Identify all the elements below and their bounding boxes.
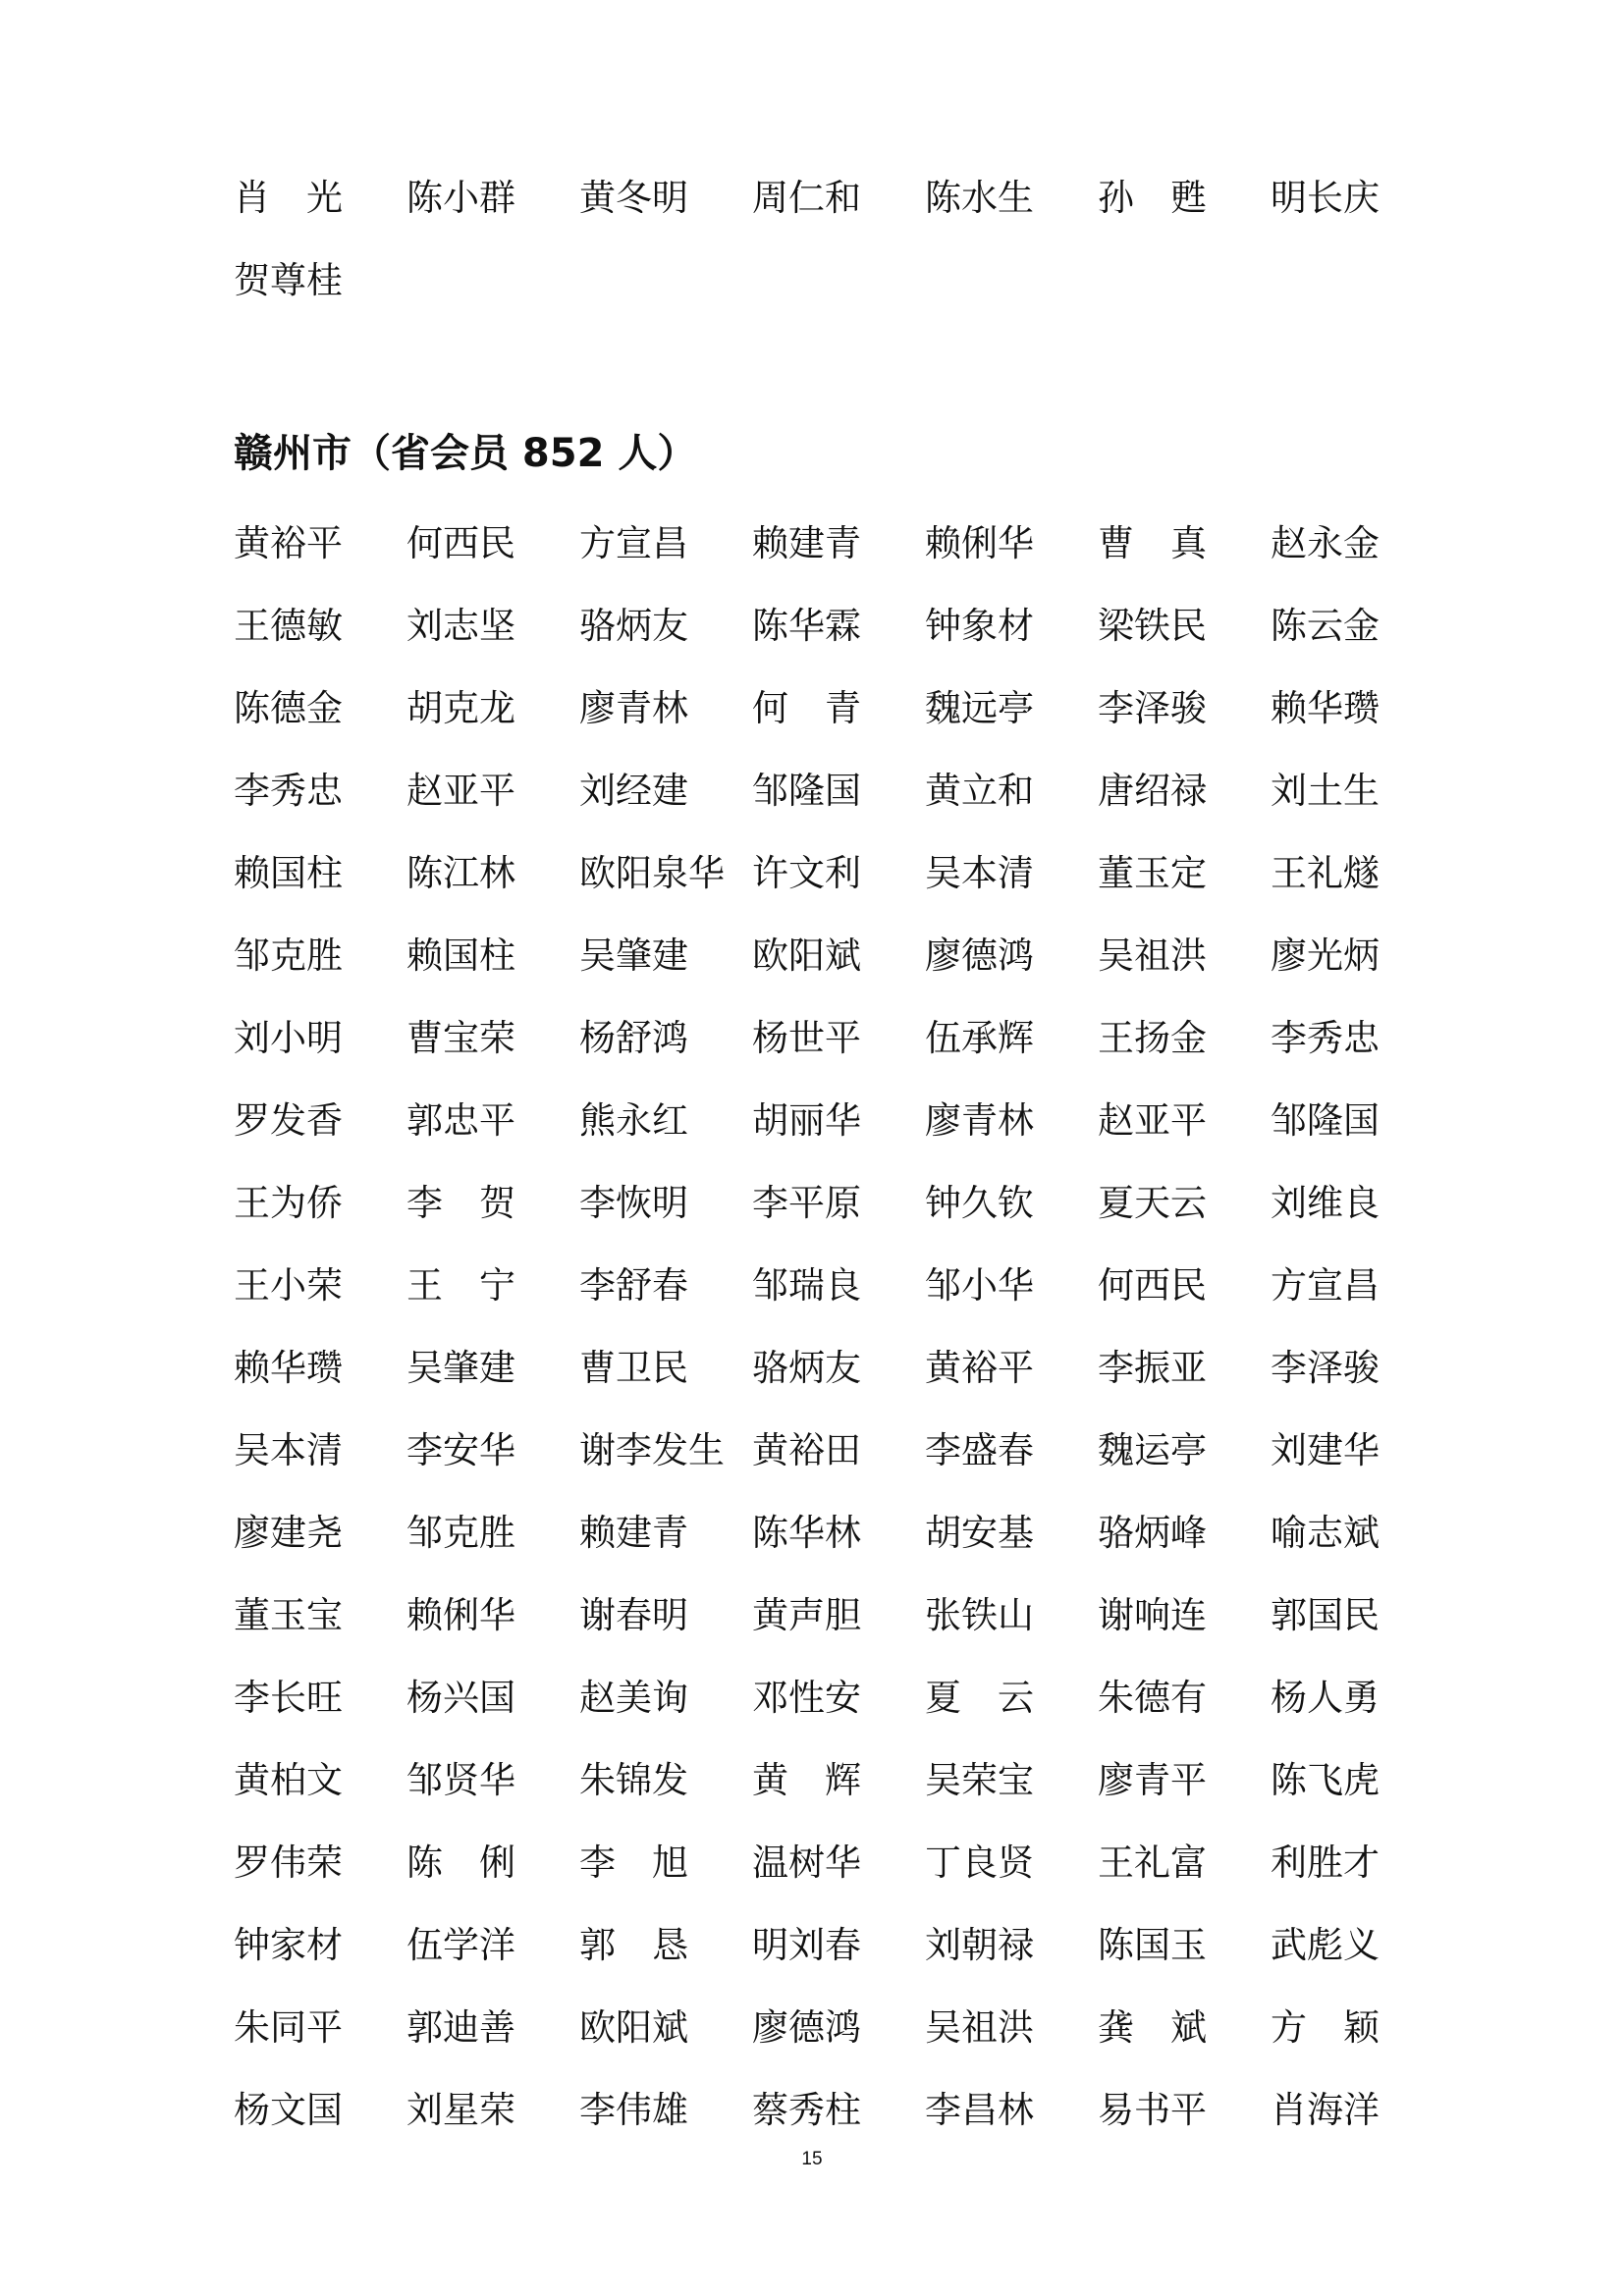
person-name: 谢李发生 xyxy=(579,1429,725,1471)
person-name: 李安华 xyxy=(406,1429,515,1471)
person-name: 罗伟荣 xyxy=(234,1842,343,1884)
person-name: 黄裕平 xyxy=(925,1347,1034,1389)
person-name: 郭迪善 xyxy=(406,2006,515,2049)
person-name: 赖俐华 xyxy=(925,522,1034,564)
person-name: 刘志坚 xyxy=(406,605,515,647)
name-list-top xyxy=(234,157,1392,322)
person-name: 刘小明 xyxy=(234,1017,343,1059)
person-name: 刘经建 xyxy=(579,770,688,812)
person-name: 朱锦发 xyxy=(579,1759,688,1801)
person-name: 黄裕平 xyxy=(234,522,343,564)
name-row xyxy=(234,1080,1392,1162)
person-name: 方 颖 xyxy=(1271,2006,1380,2049)
name-row xyxy=(234,503,1392,585)
name-row xyxy=(234,2069,1392,2152)
person-name: 明长庆 xyxy=(1271,177,1380,219)
person-name: 王为侨 xyxy=(234,1182,343,1224)
name-row xyxy=(234,750,1392,832)
person-name: 廖青平 xyxy=(1098,1759,1207,1801)
person-name: 明刘春 xyxy=(752,1924,861,1966)
person-name: 吴祖洪 xyxy=(1098,934,1207,977)
person-name: 廖青林 xyxy=(925,1099,1034,1142)
person-name: 黄柏文 xyxy=(234,1759,343,1801)
person-name: 李秀忠 xyxy=(1271,1017,1380,1059)
name-row xyxy=(234,585,1392,667)
person-name: 杨兴国 xyxy=(406,1677,515,1719)
person-name: 刘维良 xyxy=(1271,1182,1380,1224)
person-name: 钟象材 xyxy=(925,605,1034,647)
person-name: 黄冬明 xyxy=(579,177,688,219)
person-name: 易书平 xyxy=(1098,2089,1207,2131)
person-name: 李昌林 xyxy=(925,2089,1034,2131)
person-name: 刘土生 xyxy=(1271,770,1380,812)
person-name: 邹隆国 xyxy=(1271,1099,1380,1142)
person-name: 何西民 xyxy=(406,522,515,564)
person-name: 王德敏 xyxy=(234,605,343,647)
person-name: 李振亚 xyxy=(1098,1347,1207,1389)
person-name: 廖德鸿 xyxy=(925,934,1034,977)
person-name: 胡丽华 xyxy=(752,1099,861,1142)
person-name: 李伟雄 xyxy=(579,2089,688,2131)
person-name: 吴本清 xyxy=(925,852,1034,894)
person-name: 郭忠平 xyxy=(406,1099,515,1142)
name-row xyxy=(234,1245,1392,1327)
person-name: 伍学洋 xyxy=(406,1924,515,1966)
person-name: 肖海洋 xyxy=(1271,2089,1380,2131)
person-name: 赖华瓒 xyxy=(1271,687,1380,729)
person-name: 刘朝禄 xyxy=(925,1924,1034,1966)
person-name: 黄裕田 xyxy=(752,1429,861,1471)
person-name: 骆炳友 xyxy=(752,1347,861,1389)
person-name: 郭 恳 xyxy=(579,1924,688,1966)
person-name: 陈国玉 xyxy=(1098,1924,1207,1966)
person-name: 王礼燧 xyxy=(1271,852,1380,894)
person-name: 邹克胜 xyxy=(406,1512,515,1554)
person-name: 王 宁 xyxy=(406,1264,515,1307)
person-name: 杨舒鸿 xyxy=(579,1017,688,1059)
person-name: 胡安基 xyxy=(925,1512,1034,1554)
person-name: 李舒春 xyxy=(579,1264,688,1307)
person-name: 谢春明 xyxy=(579,1594,688,1636)
person-name: 丁良贤 xyxy=(925,1842,1034,1884)
person-name: 陈飞虎 xyxy=(1271,1759,1380,1801)
name-row xyxy=(234,1987,1392,2069)
name-row xyxy=(234,1657,1392,1739)
person-name: 廖青林 xyxy=(579,687,688,729)
person-name: 曹 真 xyxy=(1098,522,1207,564)
person-name: 刘星荣 xyxy=(406,2089,515,2131)
person-name: 梁铁民 xyxy=(1098,605,1207,647)
person-name: 吴肇建 xyxy=(406,1347,515,1389)
person-name: 杨人勇 xyxy=(1271,1677,1380,1719)
name-row xyxy=(234,1739,1392,1822)
person-name: 赖建青 xyxy=(752,522,861,564)
person-name: 张铁山 xyxy=(925,1594,1034,1636)
person-name: 周仁和 xyxy=(752,177,861,219)
person-name: 赖俐华 xyxy=(406,1594,515,1636)
section-heading: 赣州市（省会员 852 人） xyxy=(234,431,697,476)
person-name: 罗发香 xyxy=(234,1099,343,1142)
person-name: 欧阳斌 xyxy=(579,2006,688,2049)
name-row xyxy=(234,1162,1392,1245)
person-name: 邓性安 xyxy=(752,1677,861,1719)
person-name: 吴肇建 xyxy=(579,934,688,977)
name-row xyxy=(234,157,1392,240)
name-row xyxy=(234,997,1392,1080)
person-name: 李 贺 xyxy=(406,1182,515,1224)
person-name: 赵亚平 xyxy=(1098,1099,1207,1142)
person-name: 方宣昌 xyxy=(579,522,688,564)
person-name: 陈华霖 xyxy=(752,605,861,647)
name-row xyxy=(234,832,1392,915)
person-name: 王礼富 xyxy=(1098,1842,1207,1884)
person-name: 武彪义 xyxy=(1271,1924,1380,1966)
person-name: 孙 甦 xyxy=(1098,177,1207,219)
person-name: 陈江林 xyxy=(406,852,515,894)
person-name: 肖 光 xyxy=(234,177,343,219)
person-name: 黄声胆 xyxy=(752,1594,861,1636)
person-name: 邹隆国 xyxy=(752,770,861,812)
person-name: 邹贤华 xyxy=(406,1759,515,1801)
person-name: 方宣昌 xyxy=(1271,1264,1380,1307)
person-name: 赖华瓒 xyxy=(234,1347,343,1389)
person-name: 何西民 xyxy=(1098,1264,1207,1307)
name-row xyxy=(234,240,1392,322)
person-name: 喻志斌 xyxy=(1271,1512,1380,1554)
person-name: 谢响连 xyxy=(1098,1594,1207,1636)
person-name: 李盛春 xyxy=(925,1429,1034,1471)
name-row xyxy=(234,1327,1392,1410)
person-name: 董玉定 xyxy=(1098,852,1207,894)
person-name: 吴祖洪 xyxy=(925,2006,1034,2049)
name-row xyxy=(234,915,1392,997)
person-name: 夏 云 xyxy=(925,1677,1034,1719)
person-name: 邹瑞良 xyxy=(752,1264,861,1307)
person-name: 曹宝荣 xyxy=(406,1017,515,1059)
name-row xyxy=(234,1904,1392,1987)
person-name: 刘建华 xyxy=(1271,1429,1380,1471)
person-name: 李恢明 xyxy=(579,1182,688,1224)
name-row xyxy=(234,1575,1392,1657)
person-name: 许文利 xyxy=(752,852,861,894)
person-name: 王扬金 xyxy=(1098,1017,1207,1059)
person-name: 李秀忠 xyxy=(234,770,343,812)
person-name: 朱同平 xyxy=(234,2006,343,2049)
person-name: 李 旭 xyxy=(579,1842,688,1884)
person-name: 王小荣 xyxy=(234,1264,343,1307)
person-name: 熊永红 xyxy=(579,1099,688,1142)
person-name: 欧阳泉华 xyxy=(579,852,725,894)
name-list-ganzhou xyxy=(234,503,1392,2152)
name-row xyxy=(234,1822,1392,1904)
person-name: 廖光炳 xyxy=(1271,934,1380,977)
person-name: 廖建尧 xyxy=(234,1512,343,1554)
name-row xyxy=(234,1492,1392,1575)
person-name: 赖建青 xyxy=(579,1512,688,1554)
person-name: 唐绍禄 xyxy=(1098,770,1207,812)
person-name: 蔡秀柱 xyxy=(752,2089,861,2131)
name-row xyxy=(234,667,1392,750)
person-name: 利胜才 xyxy=(1271,1842,1380,1884)
person-name: 郭国民 xyxy=(1271,1594,1380,1636)
name-row xyxy=(234,1410,1392,1492)
person-name: 陈云金 xyxy=(1271,605,1380,647)
person-name: 陈小群 xyxy=(406,177,515,219)
person-name: 夏天云 xyxy=(1098,1182,1207,1224)
person-name: 伍承辉 xyxy=(925,1017,1034,1059)
person-name: 钟家材 xyxy=(234,1924,343,1966)
person-name: 钟久钦 xyxy=(925,1182,1034,1224)
person-name: 李长旺 xyxy=(234,1677,343,1719)
person-name: 欧阳斌 xyxy=(752,934,861,977)
person-name: 杨文国 xyxy=(234,2089,343,2131)
page-number: 15 xyxy=(801,2149,823,2169)
person-name: 何 青 xyxy=(752,687,861,729)
person-name: 骆炳友 xyxy=(579,605,688,647)
person-name: 廖德鸿 xyxy=(752,2006,861,2049)
person-name: 赵亚平 xyxy=(406,770,515,812)
person-name: 邹克胜 xyxy=(234,934,343,977)
person-name: 骆炳峰 xyxy=(1098,1512,1207,1554)
person-name: 吴本清 xyxy=(234,1429,343,1471)
person-name: 董玉宝 xyxy=(234,1594,343,1636)
person-name: 黄立和 xyxy=(925,770,1034,812)
person-name: 陈德金 xyxy=(234,687,343,729)
person-name: 邹小华 xyxy=(925,1264,1034,1307)
person-name: 曹卫民 xyxy=(579,1347,688,1389)
person-name: 吴荣宝 xyxy=(925,1759,1034,1801)
person-name: 陈 俐 xyxy=(406,1842,515,1884)
person-name: 龚 斌 xyxy=(1098,2006,1207,2049)
person-name: 李泽骏 xyxy=(1098,687,1207,729)
person-name: 赵美询 xyxy=(579,1677,688,1719)
person-name: 魏远亭 xyxy=(925,687,1034,729)
person-name: 赖国柱 xyxy=(234,852,343,894)
person-name: 黄 辉 xyxy=(752,1759,861,1801)
person-name: 赵永金 xyxy=(1271,522,1380,564)
person-name: 朱德有 xyxy=(1098,1677,1207,1719)
person-name: 杨世平 xyxy=(752,1017,861,1059)
person-name: 胡克龙 xyxy=(406,687,515,729)
person-name: 魏运亭 xyxy=(1098,1429,1207,1471)
person-name: 李平原 xyxy=(752,1182,861,1224)
person-name: 温树华 xyxy=(752,1842,861,1884)
person-name: 贺尊桂 xyxy=(234,259,343,301)
person-name: 李泽骏 xyxy=(1271,1347,1380,1389)
person-name: 陈水生 xyxy=(925,177,1034,219)
person-name: 赖国柱 xyxy=(406,934,515,977)
person-name: 陈华林 xyxy=(752,1512,861,1554)
